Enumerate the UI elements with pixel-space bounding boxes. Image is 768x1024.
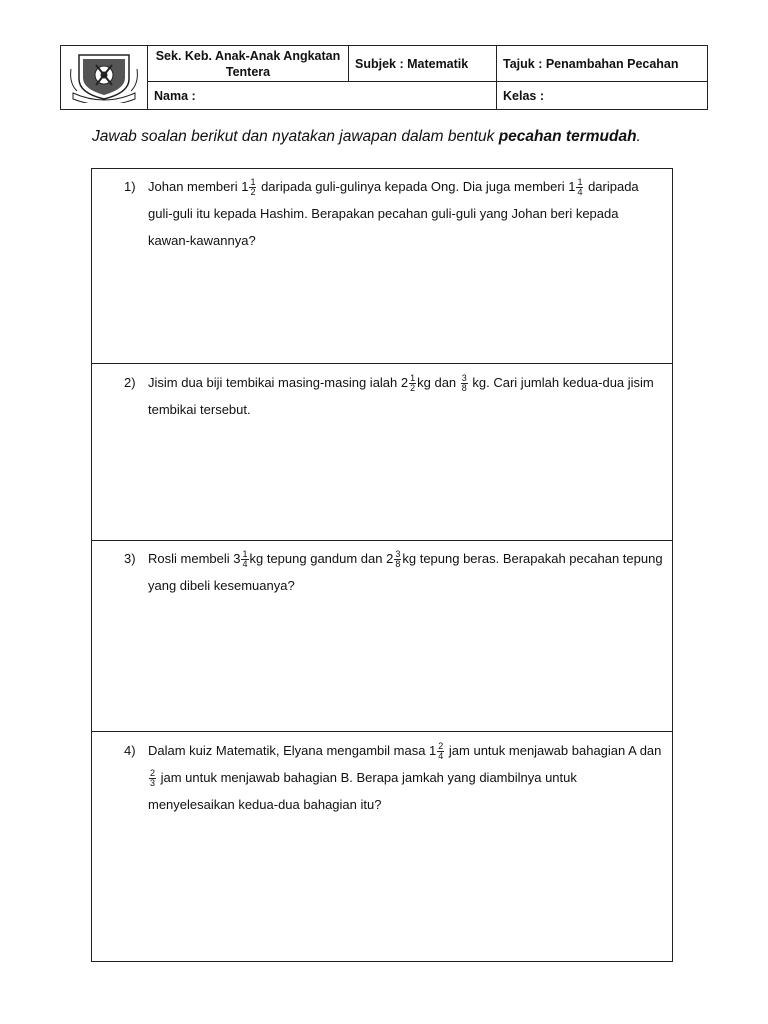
question-text [148, 545, 663, 599]
fraction-numerator: 3 [395, 549, 401, 560]
fraction-denominator: 8 [395, 559, 401, 570]
fraction [437, 742, 444, 761]
logo-cell [61, 46, 148, 110]
question-text-part: kg. Cari jumlah kedua-dua jisim tembikai tersebut. [148, 375, 654, 417]
fraction-numerator: 1 [577, 177, 583, 188]
question-number: 4) [124, 743, 136, 758]
fraction-numerator: 2 [438, 741, 444, 752]
fraction-denominator: 4 [242, 559, 248, 570]
question-number: 3) [124, 551, 136, 566]
topic-label: Tajuk : Penambahan Pecahan [503, 56, 679, 71]
fraction [461, 374, 468, 393]
question-text-part: daripada guli-gulinya kepada Ong. Dia juga memberi 1 [257, 179, 576, 194]
fraction-numerator: 3 [461, 373, 467, 384]
fraction [394, 550, 401, 569]
fraction-numerator: 2 [150, 768, 156, 779]
name-cell [148, 82, 497, 110]
name-label: Nama : [154, 88, 196, 103]
question-text [148, 369, 663, 423]
instruction-text: Jawab soalan berikut dan nyatakan jawapan dalam bentuk [92, 128, 499, 145]
question-number: 1) [124, 179, 136, 194]
class-label: Kelas : [503, 88, 544, 103]
question-text-part: kg tepung gandum dan 2 [249, 551, 394, 566]
fraction [409, 374, 416, 393]
fraction [241, 550, 248, 569]
question-box-2 [91, 363, 673, 541]
fraction [249, 178, 256, 197]
question-text-part: Rosli membeli 3 [148, 551, 241, 566]
fraction-numerator: 1 [410, 373, 416, 384]
question-text-part: jam untuk menjawab bahagian B. Berapa jamkah yang diambilnya untuk menyelesaikan kedua-dua bahagian itu? [148, 770, 577, 812]
fraction [149, 769, 156, 788]
fraction [576, 178, 583, 197]
question-text [148, 173, 663, 254]
topic-cell [497, 46, 708, 82]
subject-cell [349, 46, 497, 82]
question-box-1 [91, 168, 673, 364]
question-text-part: Jisim dua biji tembikai masing-masing ialah 2 [148, 375, 409, 390]
fraction-denominator: 4 [438, 751, 444, 762]
school-crest-icon [69, 49, 139, 103]
fraction-denominator: 3 [150, 778, 156, 789]
fraction-denominator: 8 [461, 383, 467, 394]
question-text-part: Dalam kuiz Matematik, Elyana mengambil masa 1 [148, 743, 437, 758]
fraction-numerator: 1 [250, 177, 256, 188]
question-text-part: daripada guli-guli itu kepada Hashim. Berapakan pecahan guli-guli yang Johan beri kepada kawan-kawannya? [148, 179, 639, 248]
instruction [92, 128, 641, 146]
question-box-4 [91, 731, 673, 962]
fraction-denominator: 2 [410, 383, 416, 394]
question-text-part: kg tepung beras. Berapakah pecahan tepung yang dibeli kesemuanya? [148, 551, 663, 593]
fraction-denominator: 4 [577, 187, 583, 198]
question-text-part: jam untuk menjawab bahagian A dan [445, 743, 662, 758]
instruction-end: . [636, 128, 641, 145]
instruction-emphasis: pecahan termudah [498, 128, 637, 145]
fraction-numerator: 1 [242, 549, 248, 560]
class-cell [497, 82, 708, 110]
question-text [148, 737, 663, 818]
fraction-denominator: 2 [250, 187, 256, 198]
question-text-part: kg dan [417, 375, 460, 390]
subject-label: Subjek : Matematik [355, 56, 469, 71]
question-number: 2) [124, 375, 136, 390]
school-name-cell [148, 46, 349, 82]
header-table [60, 45, 708, 110]
question-box-3 [91, 540, 673, 732]
question-text-part: Johan memberi 1 [148, 179, 249, 194]
school-name: Sek. Keb. Anak-Anak Angkatan Tentera [155, 48, 341, 79]
